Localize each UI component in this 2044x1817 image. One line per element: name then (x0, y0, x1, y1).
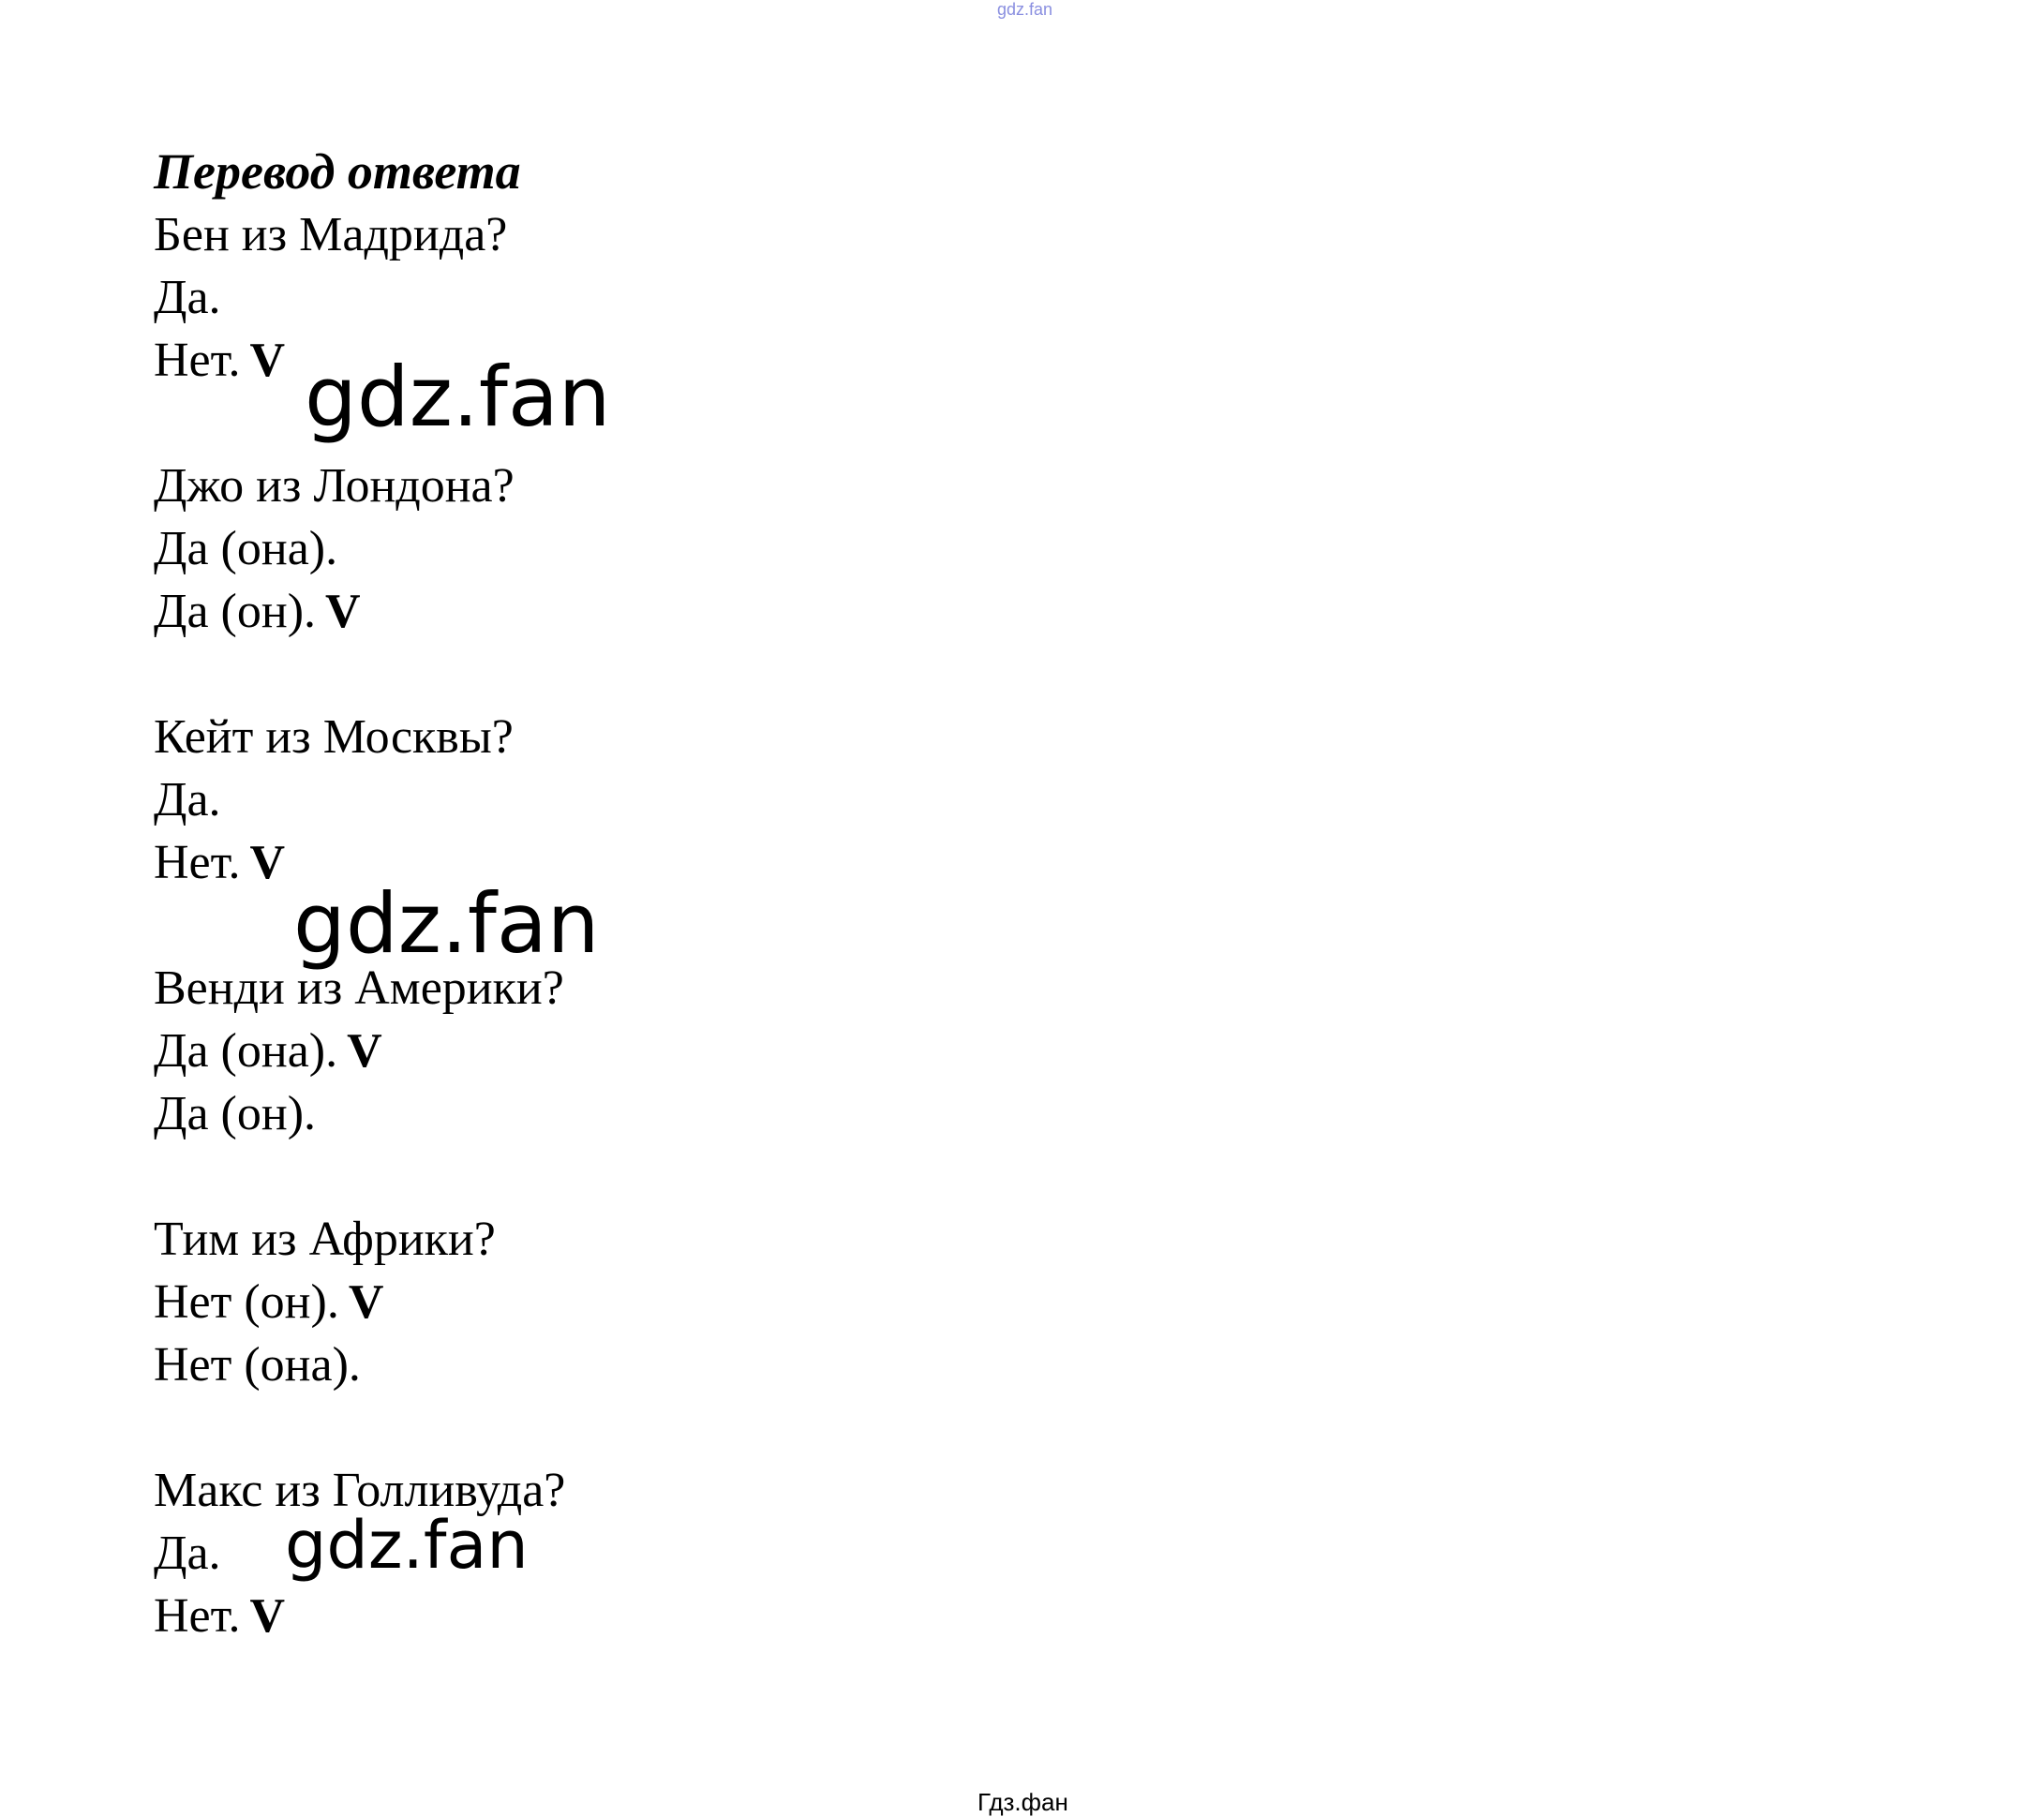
answer-text: Да (он). (154, 585, 317, 638)
answer-text: Да. (154, 271, 221, 324)
check-mark: V (249, 836, 286, 889)
check-mark: V (347, 1024, 382, 1078)
answer-line (154, 768, 565, 831)
answer-text: Да (он). (154, 1087, 317, 1140)
answer-line (154, 1082, 565, 1145)
answer-text: Да (она). (154, 1024, 338, 1078)
answer-line (154, 1585, 565, 1647)
footer-text: Гдз.фан (977, 1788, 1068, 1816)
answer-text: Нет. (154, 334, 241, 387)
answer-line (154, 1020, 565, 1082)
answer-text: Нет. (154, 1589, 241, 1643)
question-text: Венди из Америки? (154, 961, 564, 1015)
question-text: Бен из Мадрида? (154, 208, 508, 261)
watermark-text: gdz.fan (305, 349, 611, 445)
answer-line (154, 517, 565, 580)
check-mark: V (348, 1275, 384, 1329)
watermark-text: gdz.fan (293, 875, 600, 972)
spacer (154, 1145, 565, 1208)
header-watermark: gdz.fan (997, 0, 1053, 19)
answer-text: Нет (она). (154, 1338, 361, 1392)
answer-line (154, 580, 565, 643)
answer-text: Нет (он). (154, 1275, 339, 1329)
question-text: Кейт из Москвы? (154, 710, 514, 764)
answer-text: Да (она). (154, 522, 338, 575)
answer-text: Да. (154, 773, 221, 827)
spacer (154, 643, 565, 706)
watermark-text: gdz.fan (285, 1507, 529, 1584)
answer-line (154, 266, 565, 329)
check-mark: V (249, 334, 286, 387)
question-text: Макс из Голливуда? (154, 1464, 566, 1517)
answer-text: Да. (154, 1527, 221, 1580)
check-mark: V (325, 585, 361, 638)
answer-line (154, 1271, 565, 1333)
answer-line (154, 1333, 565, 1396)
question-text: Джо из Лондона? (154, 459, 515, 513)
answer-text: Нет. (154, 836, 241, 889)
check-mark: V (249, 1589, 286, 1643)
question-text: Тим из Африки? (154, 1213, 496, 1266)
document-title: Перевод ответа (154, 143, 521, 200)
spacer (154, 1396, 565, 1459)
